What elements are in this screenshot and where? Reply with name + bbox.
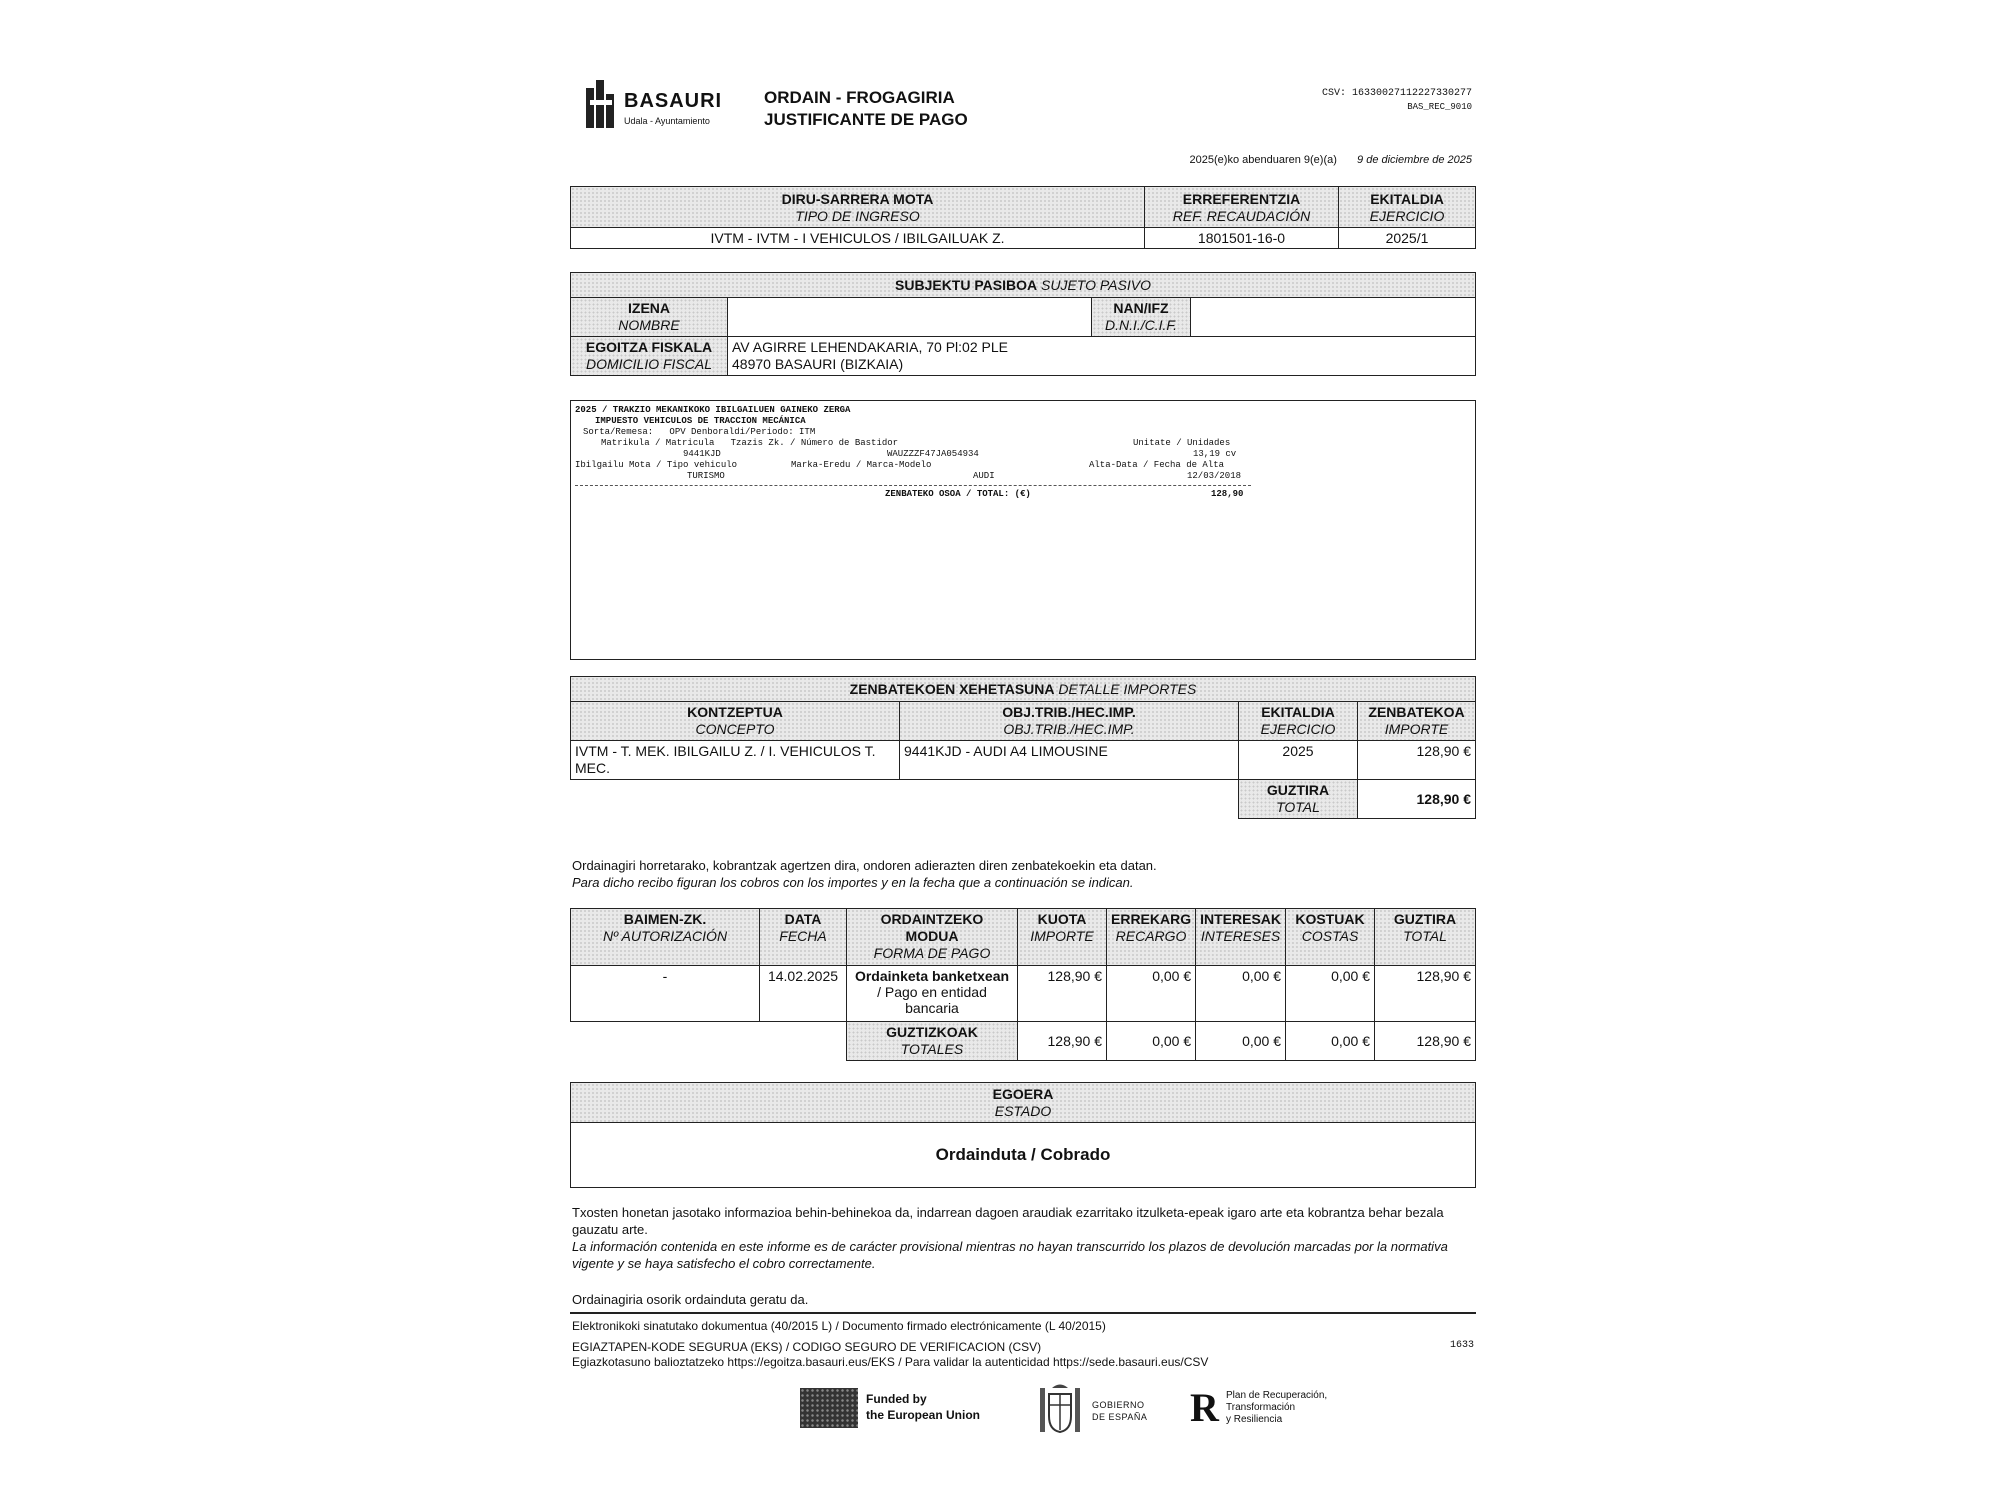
subject-title: SUBJEKTU PASIBOA	[895, 277, 1038, 293]
tax-name-eu: 2025 / TRAKZIO MEKANIKOKO IBILGAILUEN GAINEKO ZERGA	[575, 405, 851, 415]
col-auth: BAIMEN-ZK.	[623, 911, 707, 927]
row-interest: 0,00 €	[1196, 966, 1286, 1022]
amounts-total-value: 128,90 €	[1358, 780, 1476, 819]
title-eu: ORDAIN - FROGAGIRIA	[764, 88, 955, 107]
eu-funding-logo	[800, 1388, 1000, 1430]
status-label: EGOERA	[992, 1086, 1054, 1102]
basauri-logo	[584, 78, 724, 134]
table-row: - 14.02.2025 Ordainketa banketxean / Pago en entidad bancaria 128,90 € 0,00 € 0,00 € 0,00 € 128,90 €	[571, 966, 1476, 1022]
plate-value: 9441KJD	[683, 449, 721, 459]
plan-line3: y Resiliencia	[1226, 1414, 1283, 1425]
col-surcharge: ERREKARG	[1111, 911, 1192, 927]
recovery-plan-logo	[1190, 1386, 1370, 1434]
eu-funded-line2: the European Union	[866, 1408, 980, 1422]
amounts-detail-table: ZENBATEKOEN XEHETASUNA DETALLE IMPORTES KONTZEPTUA CONCEPTO OBJ.TRIB./HEC.IMP. OBJ.TRIB./HEC.IMP. EKITALDIA EJERCICIO ZENBATEKOA IMPORTE IVTM - T. MEK. IBILGAILU Z. / I. VEHICULOS T. MEC. 9441KJD - AUDI A4 LIMOUSINE 2025 128,90 € GUZTIRA TOTAL 128,90 €	[570, 676, 1476, 819]
address-line1: AV AGIRRE LEHENDAKARIA, 70 Pl:02 PLE	[732, 339, 1008, 355]
row-total: 128,90 €	[1375, 966, 1476, 1022]
units-label: Unitate / Unidades	[1133, 438, 1231, 448]
col-interest: INTERESAK	[1200, 911, 1282, 927]
gobierno-logo	[1036, 1382, 1166, 1438]
alta-label: Alta-Data / Fecha de Alta	[1089, 460, 1225, 470]
income-type-value: IVTM - IVTM - I VEHICULOS / IBILGAILUAK Z.	[571, 228, 1145, 249]
eu-funded-line1: Funded by	[866, 1392, 927, 1406]
issue-date-eu: 2025(e)ko abenduaren 9(e)(a)	[1189, 154, 1337, 166]
issue-date	[1190, 154, 1472, 166]
page-code: 1633	[1449, 1340, 1474, 1351]
coat-of-arms-icon	[1036, 1382, 1084, 1438]
year-value: 2025/1	[1339, 228, 1476, 249]
logo-text: BASAURI	[624, 90, 723, 112]
disclaimer-es: La información contenida en este informe es de carácter provisional mientras no hayan transcurrido los plazos de devolución marcadas por la normativa vigente y se haya satisfecho el cobro correctamente.	[572, 1239, 1448, 1271]
row-date: 14.02.2025	[760, 966, 847, 1022]
row-surcharge: 0,00 €	[1107, 966, 1196, 1022]
tax-name-es: IMPUESTO VEHICULOS DE TRACCION MECÁNICA	[595, 416, 806, 426]
logo-subtext: Udala - Ayuntamiento	[624, 116, 710, 126]
row-obj: 9441KJD - AUDI A4 LIMOUSINE	[900, 741, 1239, 780]
row-method: Ordainketa banketxean	[854, 968, 1010, 984]
row-year: 2025	[1239, 741, 1358, 780]
ref-label: ERREFERENTZIA	[1182, 191, 1301, 207]
payments-table: BAIMEN-ZK. Nº AUTORIZACIÓN DATA FECHA ORDAINTZEKO MODUA FORMA DE PAGO KUOTA IMPORTE ERREKARG RECARGO INTERESAK INTERESES KOSTUAK COSTAS GUZTIRA TOTAL - 14.02.2025 Ordainketa banketxean / Pago en entidad bancaria 128,90 € 0,00 € 0,00 € 0,00 € 128,90 € GUZTIZKOAK TOTALES 128,90 € 0,00 € 0,00 € 0,00 € 128,90 €	[570, 908, 1476, 1061]
subject-table: SUBJEKTU PASIBOA SUJETO PASIVO IZENA NOMBRE NAN/IFZ D.N.I./C.I.F. EGOITZA FISKALA DOMICILIO FISCAL AV AGIRRE LEHENDAKARIA, 70 Pl:02 PLE 48970 BASAURI (BIZKAIA)	[570, 272, 1476, 376]
vin-value: WAUZZZF47JA054934	[887, 449, 979, 459]
vehicle-detail-block	[570, 400, 1476, 660]
batch-period: Sorta/Remesa: OPV Denboraldi/Periodo: ITM	[583, 427, 816, 437]
col-obj: OBJ.TRIB./HEC.IMP.	[1002, 704, 1136, 720]
address-line2: 48970 BASAURI (BIZKAIA)	[732, 356, 904, 372]
csv-title: EGIAZTAPEN-KODE SEGURUA (EKS) / CODIGO SEGURO DE VERIFICACION (CSV)	[572, 1340, 1042, 1354]
recovery-r-icon: R	[1190, 1385, 1219, 1430]
nif-label: NAN/IFZ	[1113, 300, 1169, 316]
col-quota: KUOTA	[1037, 911, 1087, 927]
row-amount: 128,90 €	[1358, 741, 1476, 780]
totals-label: GUZTIZKOAK	[886, 1024, 978, 1040]
year-label: EKITALDIA	[1370, 191, 1444, 207]
col-year: EKITALDIA	[1261, 704, 1335, 720]
alta-value: 12/03/2018	[1187, 471, 1242, 481]
totals-costs: 0,00 €	[1286, 1022, 1375, 1061]
status-badge: Ordainduta / Cobrado	[935, 1145, 1111, 1164]
csv-links: Egiazkotasuno balioztatzeko https://egoitza.basauri.eus/EKS / Para validar la autenticidad https://sede.basauri.eus/CSV	[572, 1355, 1209, 1369]
income-type-label: DIRU-SARRERA MOTA	[781, 191, 934, 207]
vehicle-type-value: TURISMO	[687, 471, 725, 481]
vehicle-total-value: 128,90	[1211, 489, 1244, 499]
name-label: IZENA	[628, 300, 670, 316]
units-value: 13,19 cv	[1193, 449, 1237, 459]
totals-total: 128,90 €	[1375, 1022, 1476, 1061]
totals-quota: 128,90 €	[1018, 1022, 1107, 1061]
payments-intro-eu: Ordainagiri horretarako, kobrantzak agertzen dira, ondoren adierazten diren zenbatekoekin eta datan.	[572, 858, 1157, 873]
totals-interest: 0,00 €	[1196, 1022, 1286, 1061]
amounts-total-label: GUZTIRA	[1266, 782, 1330, 798]
paid-note: Ordainagiria osorik ordainduta geratu da.	[572, 1292, 809, 1307]
signed-note: Elektronikoki sinatutako dokumentua (40/2015 L) / Documento firmado electrónicamente (L 40/2015)	[572, 1319, 1106, 1333]
col-method: ORDAINTZEKO	[880, 911, 984, 927]
eu-flag-icon	[800, 1388, 858, 1428]
col-date: DATA	[784, 911, 822, 927]
row-concept: IVTM - T. MEK. IBILGAILU Z. / I. VEHICULOS T. MEC.	[571, 741, 900, 780]
col-amount: ZENBATEKOA	[1368, 704, 1465, 720]
col-concept: KONTZEPTUA	[687, 704, 783, 720]
income-type-table: DIRU-SARRERA MOTA TIPO DE INGRESO ERREFERENTZIA REF. RECAUDACIÓN EKITALDIA EJERCICIO IVTM - IVTM - I VEHICULOS / IBILGAILUAK Z. 1801501-16-0 2025/1	[570, 186, 1476, 249]
vehicle-type-header: Ibilgailu Mota / Tipo vehiculo Marka-Eredu / Marca-Modelo	[575, 460, 932, 470]
issue-date-es: 9 de diciembre de 2025	[1357, 154, 1472, 166]
amounts-title: ZENBATEKOEN XEHETASUNA	[849, 681, 1055, 697]
title-es: JUSTIFICANTE DE PAGO	[764, 110, 968, 129]
nif-value	[1191, 298, 1476, 337]
col-total: GUZTIRA	[1393, 911, 1457, 927]
doc-code: BAS_REC_9010	[1407, 102, 1472, 112]
brand-value: AUDI	[973, 471, 995, 481]
basauri-emblem-icon	[584, 78, 620, 130]
table-row	[571, 741, 1476, 780]
row-costs: 0,00 €	[1286, 966, 1375, 1022]
totals-surcharge: 0,00 €	[1107, 1022, 1196, 1061]
vehicle-total-label: ZENBATEKO OSOA / TOTAL: (€)	[885, 489, 1031, 499]
address-label: EGOITZA FISKALA	[585, 339, 713, 355]
name-value	[728, 298, 1092, 337]
row-auth: -	[571, 966, 760, 1022]
gobierno-line1: GOBIERNO	[1092, 1400, 1145, 1410]
plan-line1: Plan de Recuperación,	[1226, 1390, 1328, 1401]
plan-line2: Transformación	[1226, 1402, 1296, 1413]
gobierno-line2: DE ESPAÑA	[1092, 1412, 1148, 1422]
status-block: EGOERA ESTADO Ordainduta / Cobrado	[570, 1082, 1476, 1188]
disclaimer-eu: Txosten honetan jasotako informazioa behin-behinekoa da, indarrean dagoen araudiak ezarritako itzulketa-epeak igaro arte eta kobrantza behar bezala gauzatu arte.	[572, 1205, 1444, 1237]
payment-receipt-page	[568, 70, 1478, 1470]
ref-value: 1801501-16-0	[1145, 228, 1339, 249]
col-costs: KOSTUAK	[1295, 911, 1365, 927]
plate-vin-header: Matrikula / Matricula Tzazis Zk. / Número de Bastidor	[601, 438, 899, 448]
row-quota: 128,90 €	[1018, 966, 1107, 1022]
csv-code: CSV: 16330027112227330277	[1321, 88, 1472, 99]
payments-intro-es: Para dicho recibo figuran los cobros con los importes y en la fecha que a continuación se indican.	[572, 875, 1134, 890]
